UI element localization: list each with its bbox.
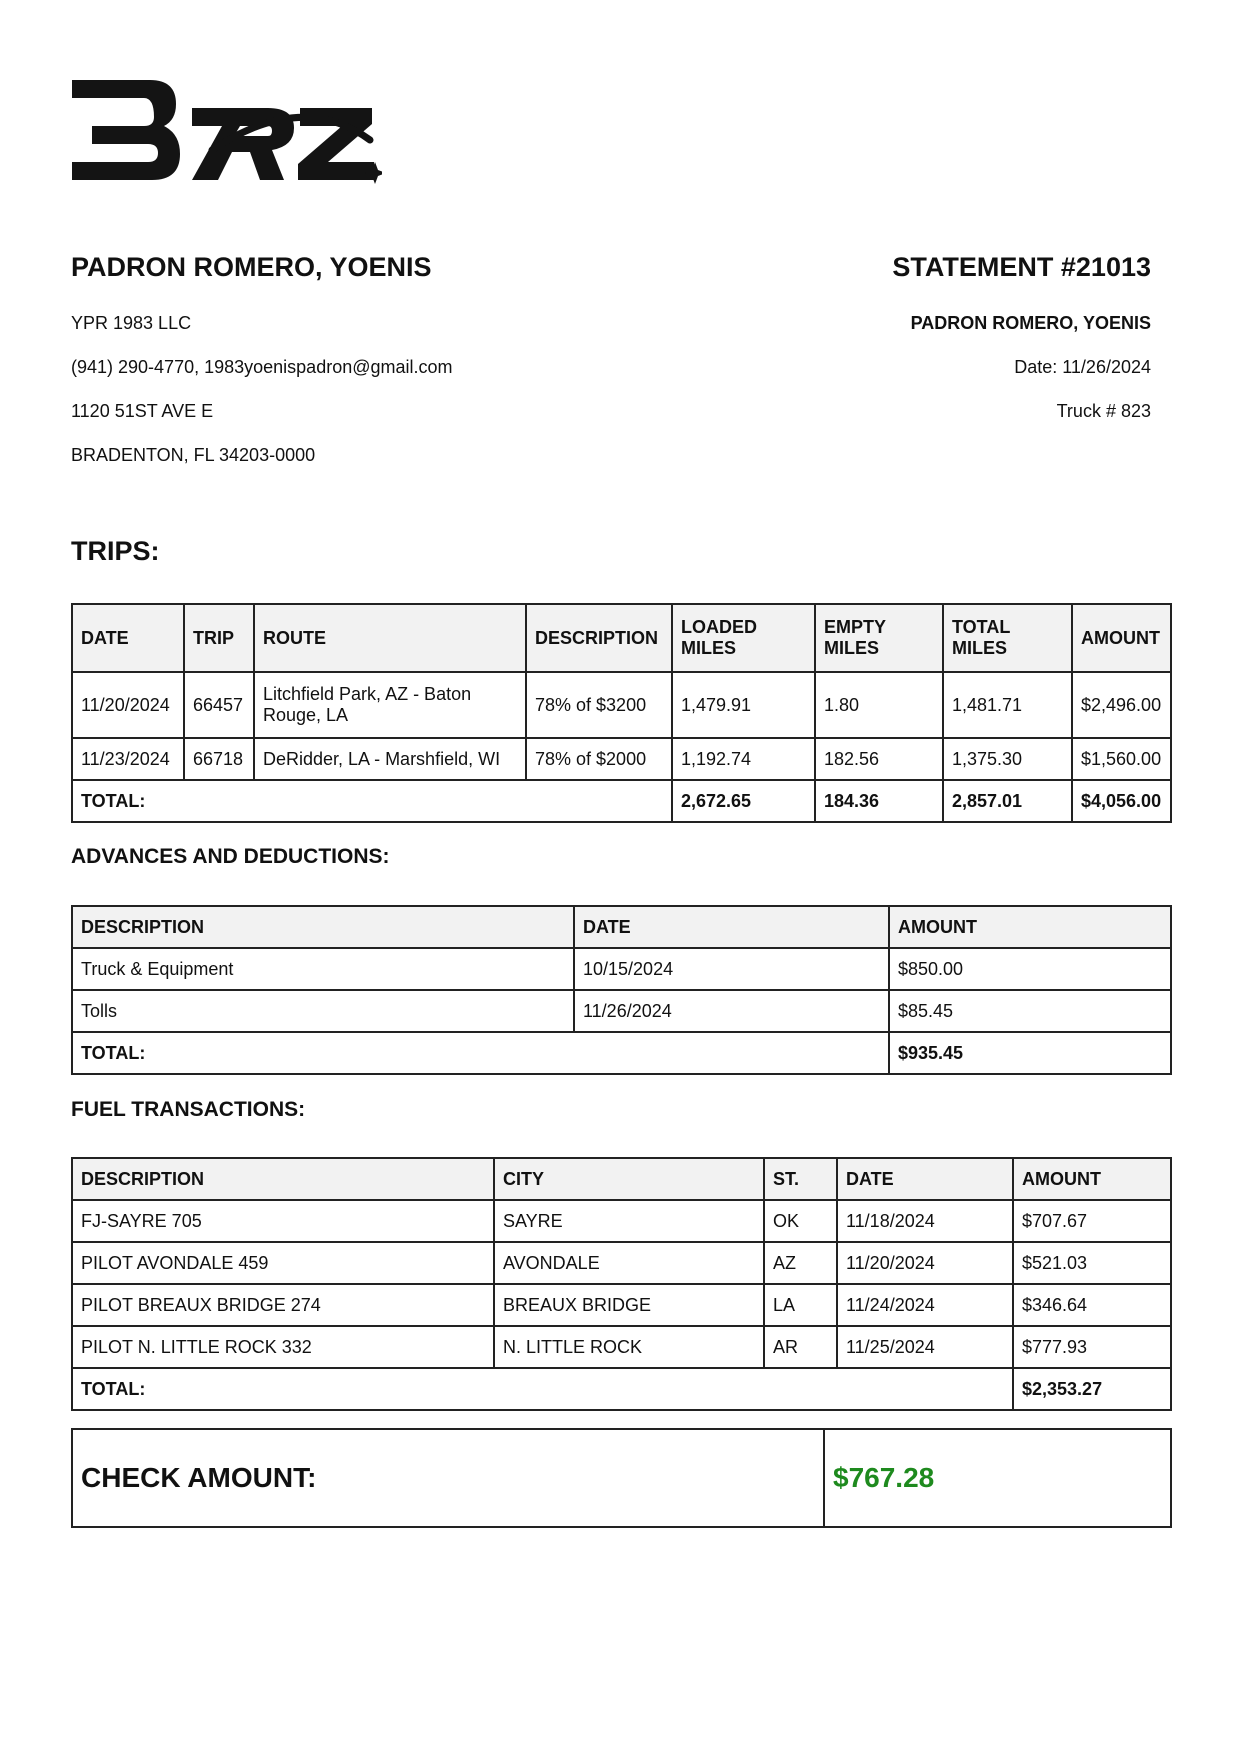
fuel-table xyxy=(71,1157,1172,1411)
trip-total-miles: 1,481.71 xyxy=(943,672,1072,738)
trip-route: DeRidder, LA - Marshfield, WI xyxy=(254,738,526,780)
check-amount-label: CHECK AMOUNT: xyxy=(72,1429,824,1527)
fuel-state: LA xyxy=(764,1284,837,1326)
total-empty-miles: 184.36 xyxy=(815,780,943,822)
fuel-state: AZ xyxy=(764,1242,837,1284)
fuel-city: N. LITTLE ROCK xyxy=(494,1326,764,1368)
fuel-date: 11/25/2024 xyxy=(837,1326,1013,1368)
fuel-state: AR xyxy=(764,1326,837,1368)
column-header: DATE xyxy=(72,604,184,672)
trip-empty-miles: 1.80 xyxy=(815,672,943,738)
company-name: YPR 1983 LLC xyxy=(71,313,192,333)
trip-date: 11/20/2024 xyxy=(72,672,184,738)
table-row xyxy=(72,1326,1171,1368)
column-header: ST. xyxy=(764,1158,837,1200)
column-header: DESCRIPTION xyxy=(526,604,672,672)
column-header: DATE xyxy=(837,1158,1013,1200)
trip-amount: $2,496.00 xyxy=(1072,672,1171,738)
advance-amount: $850.00 xyxy=(889,948,1171,990)
driver-name-heading: PADRON ROMERO, YOENIS xyxy=(71,252,432,282)
total-amount: $935.45 xyxy=(889,1032,1171,1074)
fuel-city: SAYRE xyxy=(494,1200,764,1242)
fuel-city: AVONDALE xyxy=(494,1242,764,1284)
trip-loaded-miles: 1,479.91 xyxy=(672,672,815,738)
fuel-total-row xyxy=(72,1368,1171,1410)
trip-loaded-miles: 1,192.74 xyxy=(672,738,815,780)
fuel-date: 11/18/2024 xyxy=(837,1200,1013,1242)
check-amount-box xyxy=(71,1428,1172,1528)
trip-amount: $1,560.00 xyxy=(1072,738,1171,780)
fuel-header-row xyxy=(72,1158,1171,1200)
total-label: TOTAL: xyxy=(72,1368,1013,1410)
company-logo xyxy=(72,80,382,190)
table-row xyxy=(72,1242,1171,1284)
fuel-description: FJ-SAYRE 705 xyxy=(72,1200,494,1242)
advances-total-row xyxy=(72,1032,1171,1074)
column-header: DESCRIPTION xyxy=(72,906,574,948)
trip-empty-miles: 182.56 xyxy=(815,738,943,780)
advances-header-row xyxy=(72,906,1171,948)
table-row xyxy=(72,672,1171,738)
fuel-description: PILOT N. LITTLE ROCK 332 xyxy=(72,1326,494,1368)
column-header: TRIP xyxy=(184,604,254,672)
column-header: DESCRIPTION xyxy=(72,1158,494,1200)
fuel-heading: FUEL TRANSACTIONS: xyxy=(71,1098,306,1121)
column-header: CITY xyxy=(494,1158,764,1200)
contact-info: (941) 290-4770, 1983yoenispadron@gmail.com xyxy=(71,357,453,377)
trip-total-miles: 1,375.30 xyxy=(943,738,1072,780)
table-row xyxy=(72,738,1171,780)
trip-number: 66718 xyxy=(184,738,254,780)
advance-date: 11/26/2024 xyxy=(574,990,889,1032)
advance-amount: $85.45 xyxy=(889,990,1171,1032)
total-label: TOTAL: xyxy=(72,1032,889,1074)
table-row xyxy=(72,948,1171,990)
trips-header-row xyxy=(72,604,1171,672)
trip-description: 78% of $3200 xyxy=(526,672,672,738)
statement-date: Date: 11/26/2024 xyxy=(1014,357,1151,377)
total-label: TOTAL: xyxy=(72,780,672,822)
check-amount-row xyxy=(72,1429,1171,1527)
column-header: TOTAL MILES xyxy=(943,604,1072,672)
column-header: EMPTY MILES xyxy=(815,604,943,672)
table-row xyxy=(72,1200,1171,1242)
advances-heading: ADVANCES AND DEDUCTIONS: xyxy=(71,845,390,868)
statement-driver-name: PADRON ROMERO, YOENIS xyxy=(910,313,1151,333)
trips-total-row xyxy=(72,780,1171,822)
fuel-state: OK xyxy=(764,1200,837,1242)
fuel-city: BREAUX BRIDGE xyxy=(494,1284,764,1326)
advance-description: Truck & Equipment xyxy=(72,948,574,990)
trips-table xyxy=(71,603,1172,823)
trip-number: 66457 xyxy=(184,672,254,738)
statement-title: STATEMENT #21013 xyxy=(892,252,1151,282)
total-miles: 2,857.01 xyxy=(943,780,1072,822)
trip-date: 11/23/2024 xyxy=(72,738,184,780)
column-header: AMOUNT xyxy=(1072,604,1171,672)
fuel-description: PILOT BREAUX BRIDGE 274 xyxy=(72,1284,494,1326)
advance-date: 10/15/2024 xyxy=(574,948,889,990)
column-header: ROUTE xyxy=(254,604,526,672)
total-amount: $4,056.00 xyxy=(1072,780,1171,822)
column-header: LOADED MILES xyxy=(672,604,815,672)
fuel-amount: $521.03 xyxy=(1013,1242,1171,1284)
total-amount: $2,353.27 xyxy=(1013,1368,1171,1410)
trips-heading: TRIPS: xyxy=(71,536,160,566)
address-line-1: 1120 51ST AVE E xyxy=(71,401,214,421)
table-row xyxy=(72,990,1171,1032)
fuel-date: 11/24/2024 xyxy=(837,1284,1013,1326)
column-header: AMOUNT xyxy=(1013,1158,1171,1200)
address-line-2: BRADENTON, FL 34203-0000 xyxy=(71,445,316,465)
advance-description: Tolls xyxy=(72,990,574,1032)
check-amount-value: $767.28 xyxy=(824,1429,1171,1527)
table-row xyxy=(72,1284,1171,1326)
trip-description: 78% of $2000 xyxy=(526,738,672,780)
fuel-description: PILOT AVONDALE 459 xyxy=(72,1242,494,1284)
fuel-amount: $777.93 xyxy=(1013,1326,1171,1368)
total-loaded-miles: 2,672.65 xyxy=(672,780,815,822)
column-header: AMOUNT xyxy=(889,906,1171,948)
fuel-amount: $346.64 xyxy=(1013,1284,1171,1326)
truck-number: Truck # 823 xyxy=(1056,401,1151,421)
trip-route: Litchfield Park, AZ - Baton Rouge, LA xyxy=(254,672,526,738)
fuel-amount: $707.67 xyxy=(1013,1200,1171,1242)
column-header: DATE xyxy=(574,906,889,948)
advances-table xyxy=(71,905,1172,1075)
fuel-date: 11/20/2024 xyxy=(837,1242,1013,1284)
